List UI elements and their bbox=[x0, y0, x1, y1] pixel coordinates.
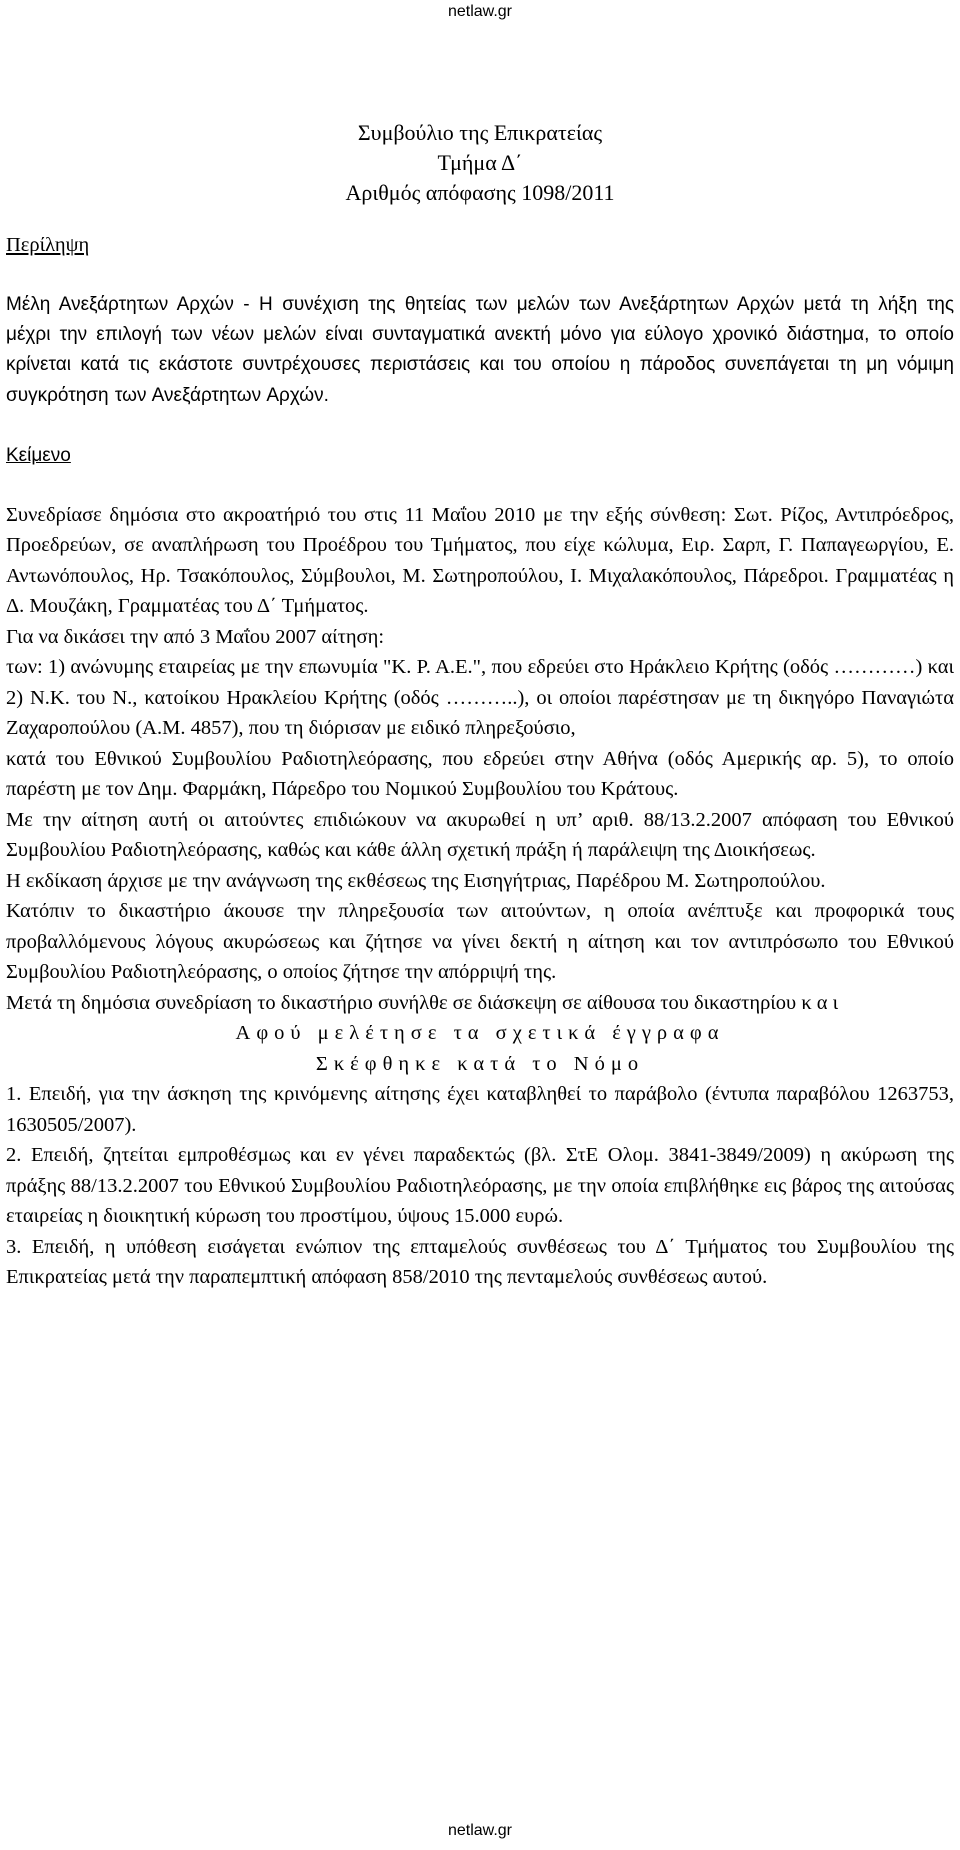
site-header: netlaw.gr bbox=[447, 3, 513, 20]
deliberation-paragraph: Μετά τη δημόσια συνεδρίαση το δικαστήριο συνήλθε σε διάσκεψη σε αίθουσα του δικαστηρίου κ α ι bbox=[6, 991, 839, 1014]
hearing-paragraph: Η εκδίκαση άρχισε με την ανάγνωση της εκθέσεως της Εισηγήτριας, Παρέδρου Μ. Σωτηροπούλου. bbox=[6, 869, 826, 892]
application-line: Για να δικάσει την από 3 Μαΐου 2007 αίτηση: bbox=[6, 625, 385, 648]
respondent-paragraph: κατά του Εθνικού Συμβουλίου Ραδιοτηλεόρασης, που εδρεύει στην Αθήνα (οδός Αμερικής αρ. 5), το οποίο παρέστη με τον Δημ. Φαρμάκη, Πάρεδρο του Νομικού Συμβουλίου του Κράτους. bbox=[6, 747, 954, 801]
site-footer: netlaw.gr bbox=[447, 1822, 513, 1839]
reason-2: 2. Επειδή, ζητείται εμπροθέσμως και εν γένει παραδεκτώς (βλ. ΣτΕ Ολομ. 3841-3849/2009) η ακύρωση της πράξης 88/13.2.2007 του Εθνικού Συμβουλίου Ραδιοτηλεόρασης, με την οποία επιβλήθηκε εις βάρος της αιτούσας εταιρείας η διοικητική κύρωση του προστίμου, ύψους 15.000 ευρώ. bbox=[6, 1144, 954, 1228]
session-composition: Συνεδρίασε δημόσια στο ακροατήριό του στις 11 Μαΐου 2010 με την εξής σύνθεση: Σωτ. Ρίζος, Αντιπρόεδρος, Προεδρεύων, σε αναπλήρωση του Προέδρου του Τμήματος, που είχε κώλυμα, Ειρ. Σαρπ, Γ. Παπαγεωργίου, Ε. Αντωνόπουλος, Ηρ. Τσακόπουλος, Σύμβουλοι, Μ. Σωτηροπούλου, Ι. Μιχαλακόπουλος, Πάρεδροι. Γραμματέας η Δ. Μουζάκη, Γραμματέας του Δ΄ Τμήματος. bbox=[6, 503, 954, 618]
text-label: Κείμενο bbox=[6, 445, 71, 467]
document-body bbox=[6, 118, 954, 1293]
summary-text: Μέλη Ανεξάρτητων Αρχών - Η συνέχιση της θητείας των μελών των Ανεξάρτητων Αρχών μετά τη λήξη της μέχρι την επιλογή των νέων μελών είναι συνταγματικά ανεκτή μόνο για εύλογο χρονικό διάστημα, το οποίο κρίνεται κατά τις εκάστοτε συντρέχουσες περιστάσεις και του οποίου η πάροδος συνεπάγεται τη μη νόμιμη συγκρότηση των Ανεξάρτητων Αρχών. bbox=[6, 293, 954, 406]
reason-3: 3. Επειδή, η υπόθεση εισάγεται ενώπιον της επταμελούς συνθέσεως του Δ΄ Τμήματος του Συμβουλίου της Επικρατείας μετά την παραπεμπτική απόφαση 858/2010 της πενταμελούς συνθέσεως αυτού. bbox=[6, 1235, 954, 1289]
heard-paragraph: Κατόπιν το δικαστήριο άκουσε την πληρεξουσία των αιτούντων, η οποία ανέπτυξε και προφορικά τους προβαλλόμενους λόγους ακυρώσεως και ζήτησε να γίνει δεκτή η αίτηση και τον αντιπρόσωπο του Εθνικού Συμβουλίου Ραδιοτηλεόρασης, ο οποίος ζήτησε την απόρριψή της. bbox=[6, 900, 954, 984]
applicants-paragraph: των: 1) ανώνυμης εταιρείας με την επωνυμία "Κ. Ρ. Α.Ε.", που εδρεύει στο Ηράκλειο Κρήτης (οδός …………) και 2) Ν.Κ. του Ν., κατοίκου Ηρακλείου Κρήτης (οδός ………..), οι οποίοι παρέστησαν με τη δικηγόρο Παναγιώτα Ζαχαροπούλου (Α.Μ. 4857), που τη διόρισαν με ειδικό πληρεξούσιο, bbox=[6, 656, 954, 740]
considered-heading: Σκέφθηκε κατά το Νόμο bbox=[315, 1052, 645, 1075]
reason-1: 1. Επειδή, για την άσκηση της κρινόμενης αίτησης έχει καταβληθεί το παράβολο (έντυπα παραβόλου 1263753, 1630505/2007). bbox=[6, 1083, 954, 1136]
request-paragraph: Με την αίτηση αυτή οι αιτούντες επιδιώκουν να ακυρωθεί η υπ’ αριθ. 88/13.2.2007 απόφαση του Εθνικού Συμβουλίου Ραδιοτηλεόρασης, καθώς και κάθε άλλη σχετική πράξη ή παράλειψη της Διοικήσεως. bbox=[6, 808, 954, 862]
decision-number: Αριθμός απόφασης 1098/2011 bbox=[345, 180, 615, 205]
court-name: Συμβούλιο της Επικρατείας bbox=[357, 120, 603, 145]
chamber-name: Τμήμα Δ΄ bbox=[437, 150, 523, 175]
summary-label: Περίληψη bbox=[6, 234, 90, 256]
studied-heading: Αφού μελέτησε τα σχετικά έγγραφα bbox=[235, 1022, 725, 1045]
